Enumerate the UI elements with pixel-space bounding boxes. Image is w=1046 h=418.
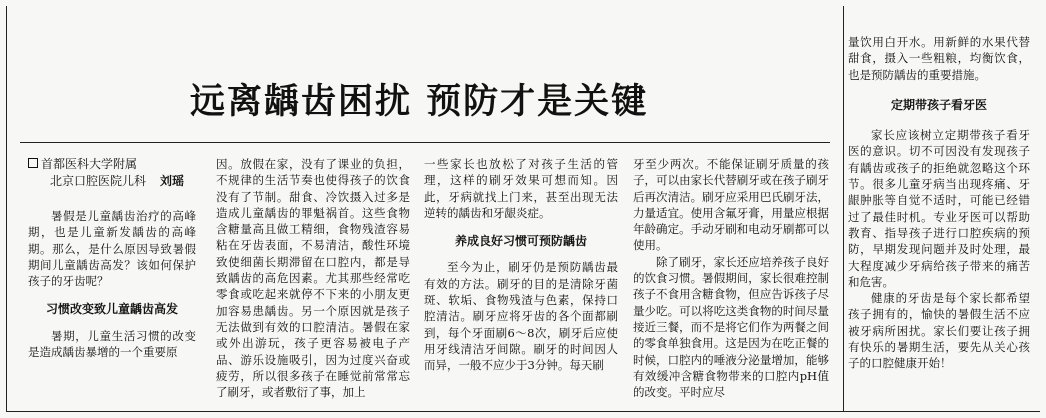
byline xyxy=(28,156,196,190)
headline: 远离龋齿困扰 预防才是关键 xyxy=(190,82,649,122)
affiliation-line1: 首都医科大学附属 xyxy=(41,157,138,171)
paragraph: 暑假是儿童龋齿治疗的高峰期，也是儿童新发龋齿的高峰期。那么，是什么原因导致暑假期间儿童龋齿高发？该如何保护孩子的牙齿呢？ xyxy=(28,209,196,289)
paragraph: 暑期，儿童生活习惯的改变是造成龋齿暴增的一个重要原 xyxy=(28,328,196,360)
column-2 xyxy=(216,156,410,406)
paragraph: 牙至少两次。不能保证刷牙质量的孩子，可以由家长代替刷牙或在孩子刷牙后再次清洁。刷牙应采用巴氏刷牙法，力量适宜。使用含氟牙膏，用量应根据年龄确定。手动牙刷和电动牙刷都可以使用。 xyxy=(633,157,829,253)
bullet-box-icon xyxy=(28,158,38,168)
column-4 xyxy=(633,156,829,406)
subheading-prevention: 养成良好习惯可预防龋齿 xyxy=(454,234,587,249)
paragraph: 一些家长也放松了对孩子生活的管理，这样的刷牙效果可想而知。因此，牙病就找上门来，甚至出现无法逆转的龋齿和牙龈炎症。 xyxy=(424,157,618,220)
paragraph: 除了刷牙，家长还应培养孩子良好的饮食习惯。暑假期间，家长很难控制孩子不食用含糖食物，但应告诉孩子尽量少吃。可以将吃这类食物的时间尽量接近三餐，而不是将它们作为两餐之间的零食单独食用。这是因为在吃正餐的时候，口腔内的唾液分泌量增加，能够有效缓冲含糖食物带来的口腔内pH值的改变。平时应尽 xyxy=(633,254,829,400)
bottom-border xyxy=(6,411,1040,412)
paragraph: 家长应该树立定期带孩子看牙医的意识。切不可因没有发现孩子有龋齿或孩子的拒绝就忽略这个环节。很多儿童牙病当出现疼痛、牙龈肿胀等自觉不适时，可能已经错过了最佳时机。专业牙医可以帮助教育、指导孩子进行口腔疾病的预防，早期发现问题并及时处理，最大程度减少牙病给孩子带来的痛苦和危害。 xyxy=(848,128,1030,289)
author-name: 刘瑶 xyxy=(160,174,185,188)
subheading-habits: 习惯改变致儿童龋齿高发 xyxy=(45,302,178,317)
paragraph: 健康的牙齿是每个家长都希望孩子拥有的，愉快的暑假生活不应被牙病所困扰。家长们要让孩子拥有快乐的暑期生活，要先从关心孩子的口腔健康开始！ xyxy=(848,291,1030,371)
affiliation-line2: 北京口腔医院儿科 xyxy=(50,174,147,188)
byline-line1 xyxy=(28,156,196,173)
byline-line2 xyxy=(28,173,196,190)
column-divider xyxy=(843,6,844,412)
column-3 xyxy=(424,156,618,406)
column-1 xyxy=(28,156,196,406)
paragraph: 至今为止，刷牙仍是预防龋齿最有效的方法。刷牙的目的是清除牙菌斑、软垢、食物残渣与色素，保持口腔清洁。刷牙应将牙齿的各个面都刷到，每个牙面刷6～8次，刷牙后应使用牙线清洁牙间隙。刷牙的时间因人而异，一般不应少于3分钟。每天刷 xyxy=(424,260,618,373)
headline-rule-bottom xyxy=(20,142,830,143)
subheading-dentist: 定期带孩子看牙医 xyxy=(890,97,987,112)
column-5 xyxy=(848,34,1030,406)
left-border xyxy=(6,6,7,412)
paragraph: 因。放假在家，没有了课业的负担，不规律的生活节奏也使得孩子的饮食没有了节制。甜食、冷饮摄入过多是造成儿童龋齿的罪魁祸首。这些食物含糖量高且做工精细，食物残渣容易粘在牙齿表面，不易清洁，酸性环境致使细菌长期滞留在口腔内，都是导致龋齿的高危因素。尤其那些经常吃零食或吃起来就停不下来的小朋友更加容易患龋齿。另一个原因就是孩子无法做到有效的口腔清洁。暑假在家或外出游玩，孩子更容易被电子产品、游乐设施吸引，因为过度兴奋或疲劳，所以很多孩子在睡觉前常常忘了刷牙，或者敷衍了事，加上 xyxy=(216,157,410,400)
paragraph: 量饮用白开水。用新鲜的水果代替甜食，摄入一些粗粮，均衡饮食，也是预防龋齿的重要措施。 xyxy=(848,35,1030,82)
